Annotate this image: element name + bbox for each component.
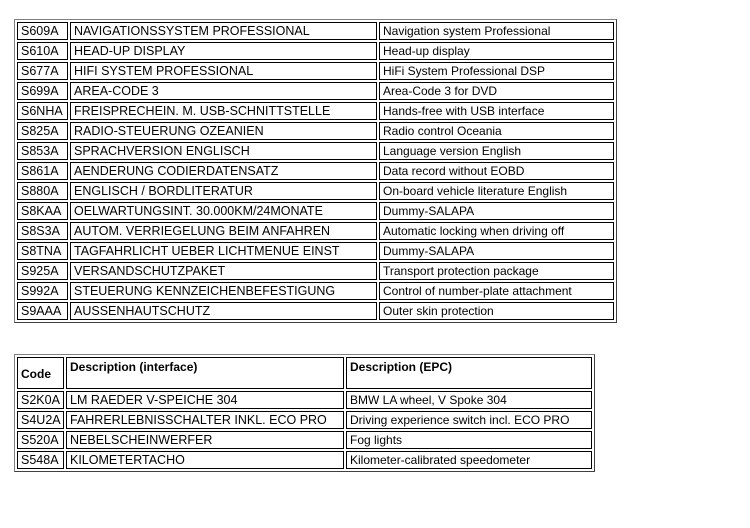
description-epc-cell: Hands-free with USB interface: [379, 102, 614, 120]
description-interface-cell: OELWARTUNGSINT. 30.000KM/24MONATE: [70, 202, 377, 220]
table-row: [17, 302, 614, 320]
description-interface-cell: VERSANDSCHUTZPAKET: [70, 262, 377, 280]
option-code-cell: S880A: [17, 182, 68, 200]
option-code-cell: S8S3A: [17, 222, 68, 240]
option-code-cell: S520A: [17, 431, 64, 449]
description-epc-cell: Outer skin protection: [379, 302, 614, 320]
description-interface-cell: NAVIGATIONSSYSTEM PROFESSIONAL: [70, 22, 377, 40]
option-code-cell: S677A: [17, 62, 68, 80]
table-row: [17, 102, 614, 120]
description-interface-cell: LM RAEDER V-SPEICHE 304: [66, 391, 344, 409]
description-interface-cell: AENDERUNG CODIERDATENSATZ: [70, 162, 377, 180]
table-row: [17, 162, 614, 180]
description-epc-cell: Dummy-SALAPA: [379, 202, 614, 220]
table-row: [17, 242, 614, 260]
option-code-cell: S2K0A: [17, 391, 64, 409]
option-code-cell: S4U2A: [17, 411, 64, 429]
description-interface-cell: STEUERUNG KENNZEICHENBEFESTIGUNG: [70, 282, 377, 300]
description-interface-cell: NEBELSCHEINWERFER: [66, 431, 344, 449]
option-code-cell: S992A: [17, 282, 68, 300]
option-code-cell: S6NHA: [17, 102, 68, 120]
description-interface-cell: RADIO-STEUERUNG OZEANIEN: [70, 122, 377, 140]
epc-options-table: [14, 354, 595, 472]
table-row: [17, 62, 614, 80]
table-row: [17, 411, 592, 429]
description-epc-cell: Area-Code 3 for DVD: [379, 82, 614, 100]
table-row: [17, 202, 614, 220]
table-row: [17, 391, 592, 409]
description-interface-cell: AREA-CODE 3: [70, 82, 377, 100]
header-code: Code: [17, 357, 64, 389]
description-epc-cell: Head-up display: [379, 42, 614, 60]
description-epc-cell: Transport protection package: [379, 262, 614, 280]
description-epc-cell: On-board vehicle literature English: [379, 182, 614, 200]
table-row: [17, 182, 614, 200]
options-table-body: [17, 22, 614, 320]
description-epc-cell: Language version English: [379, 142, 614, 160]
option-code-cell: S9AAA: [17, 302, 68, 320]
option-code-cell: S853A: [17, 142, 68, 160]
description-epc-cell: Navigation system Professional: [379, 22, 614, 40]
header-description-interface: Description (interface): [66, 357, 344, 389]
description-interface-cell: KILOMETERTACHO: [66, 451, 344, 469]
epc-table-body: [17, 357, 592, 469]
description-epc-cell: Fog lights: [346, 431, 592, 449]
description-interface-cell: AUTOM. VERRIEGELUNG BEIM ANFAHREN: [70, 222, 377, 240]
option-code-cell: S609A: [17, 22, 68, 40]
description-interface-cell: SPRACHVERSION ENGLISCH: [70, 142, 377, 160]
option-code-cell: S699A: [17, 82, 68, 100]
option-code-cell: S548A: [17, 451, 64, 469]
table-row: [17, 262, 614, 280]
description-epc-cell: BMW LA wheel, V Spoke 304: [346, 391, 592, 409]
description-epc-cell: Kilometer-calibrated speedometer: [346, 451, 592, 469]
option-code-cell: S825A: [17, 122, 68, 140]
options-table: [14, 19, 617, 323]
description-interface-cell: AUSSENHAUTSCHUTZ: [70, 302, 377, 320]
table-row: [17, 222, 614, 240]
description-interface-cell: HEAD-UP DISPLAY: [70, 42, 377, 60]
option-code-cell: S925A: [17, 262, 68, 280]
table-row: [17, 431, 592, 449]
description-epc-cell: Dummy-SALAPA: [379, 242, 614, 260]
table-row: [17, 282, 614, 300]
description-epc-cell: Radio control Oceania: [379, 122, 614, 140]
table-row: [17, 82, 614, 100]
option-code-cell: S610A: [17, 42, 68, 60]
option-code-cell: S8TNA: [17, 242, 68, 260]
option-code-cell: S8KAA: [17, 202, 68, 220]
table-row: [17, 122, 614, 140]
table-row: [17, 22, 614, 40]
description-interface-cell: ENGLISCH / BORDLITERATUR: [70, 182, 377, 200]
table-row: [17, 451, 592, 469]
description-interface-cell: HIFI SYSTEM PROFESSIONAL: [70, 62, 377, 80]
description-epc-cell: Driving experience switch incl. ECO PRO: [346, 411, 592, 429]
description-interface-cell: FAHRERLEBNISSCHALTER INKL. ECO PRO: [66, 411, 344, 429]
option-code-cell: S861A: [17, 162, 68, 180]
description-epc-cell: HiFi System Professional DSP: [379, 62, 614, 80]
description-epc-cell: Control of number-plate attachment: [379, 282, 614, 300]
table-row: [17, 42, 614, 60]
description-epc-cell: Data record without EOBD: [379, 162, 614, 180]
description-epc-cell: Automatic locking when driving off: [379, 222, 614, 240]
table-row: [17, 142, 614, 160]
header-description-epc: Description (EPC): [346, 357, 592, 389]
description-interface-cell: TAGFAHRLICHT UEBER LICHTMENUE EINST: [70, 242, 377, 260]
description-interface-cell: FREISPRECHEIN. M. USB-SCHNITTSTELLE: [70, 102, 377, 120]
table-header-row: [17, 357, 592, 389]
